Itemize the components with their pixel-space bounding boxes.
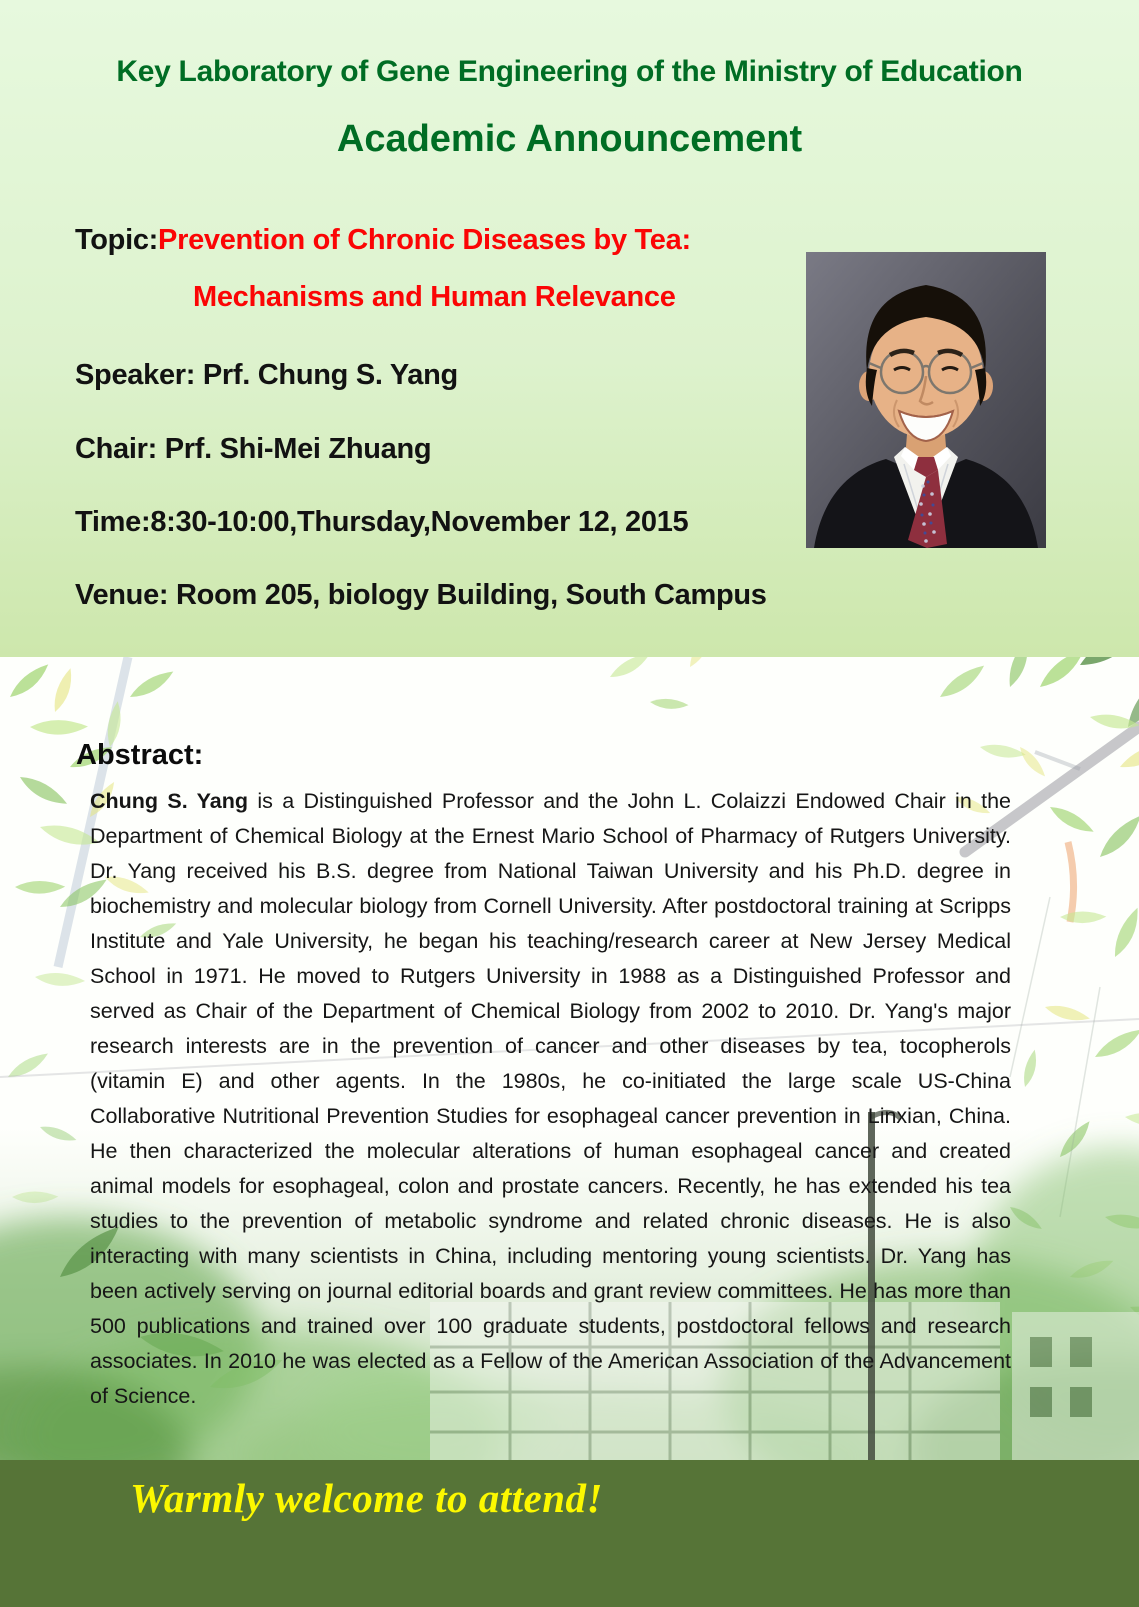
abstract-heading: Abstract: — [76, 739, 204, 771]
footer-bar — [0, 1460, 1139, 1607]
announcement-title: Academic Announcement — [336, 118, 803, 160]
topic-title-line2: Mechanisms and Human Relevance — [193, 281, 676, 313]
abstract-section — [0, 657, 1139, 1460]
abstract-paragraph — [90, 784, 1011, 1414]
speaker-photo — [806, 252, 1046, 548]
abstract-content — [0, 657, 1139, 1414]
time-line: Time:8:30-10:00,Thursday,November 12, 2015 — [75, 506, 689, 538]
chair-line: Chair: Prf. Shi-Mei Zhuang — [75, 433, 432, 465]
lab-title: Key Laboratory of Gene Engineering of the Ministry of Education — [116, 55, 1023, 88]
abstract-body-text: is a Distinguished Professor and the John L. Colaizzi Endowed Chair in the Department of Chemical Biology at the Ernest Mario School of Pharmacy of Rutgers University. Dr. Yang received his B.S. degree from National Taiwan University and his Ph.D. degree in biochemistry and molecular biology from Cornell University. After postdoctoral training at Scripps Institute and Yale University, he began his teaching/research career at New Jersey Medical School in 1971. He moved to Rutgers University in 1988 as a Distinguished Professor and served as Chair of the Department of Chemical Biology from 2002 to 2010. Dr. Yang's major research interests are in the prevention of cancer and other diseases by tea, tocopherols (vitamin E) and other agents. In the 1980s, he co-initiated the large scale US-China Collaborative Nutritional Prevention Studies for esophageal cancer prevention in Linxian, China. He then characterized the molecular alterations of human esophageal cancer and created animal models for esophageal, colon and prostate cancers. Recently, he has extended his tea studies to the prevention of metabolic syndrome and related chronic diseases. He is also interacting with many scientists in China, including mentoring young scientists. Dr. Yang has been actively serving on journal editorial boards and grant review committees. He has more than 500 publications and trained over 100 graduate students, postdoctoral fellows and research associates. In 2010 he was elected as a Fellow of the American Association of the Advancement of Science. — [90, 789, 1011, 1408]
speaker-line: Speaker: Prf. Chung S. Yang — [75, 359, 458, 391]
topic-line — [75, 224, 691, 257]
topic-label: Topic: — [75, 224, 159, 256]
venue-line: Venue: Room 205, biology Building, South Campus — [75, 579, 767, 611]
topic-title-line1: Prevention of Chronic Diseases by Tea: — [158, 224, 691, 256]
header-section — [0, 0, 1139, 657]
speaker-portrait-illustration — [806, 252, 1046, 548]
welcome-message: Warmly welcome to attend! — [130, 1475, 603, 1521]
abstract-lead-name: Chung S. Yang — [90, 789, 249, 813]
